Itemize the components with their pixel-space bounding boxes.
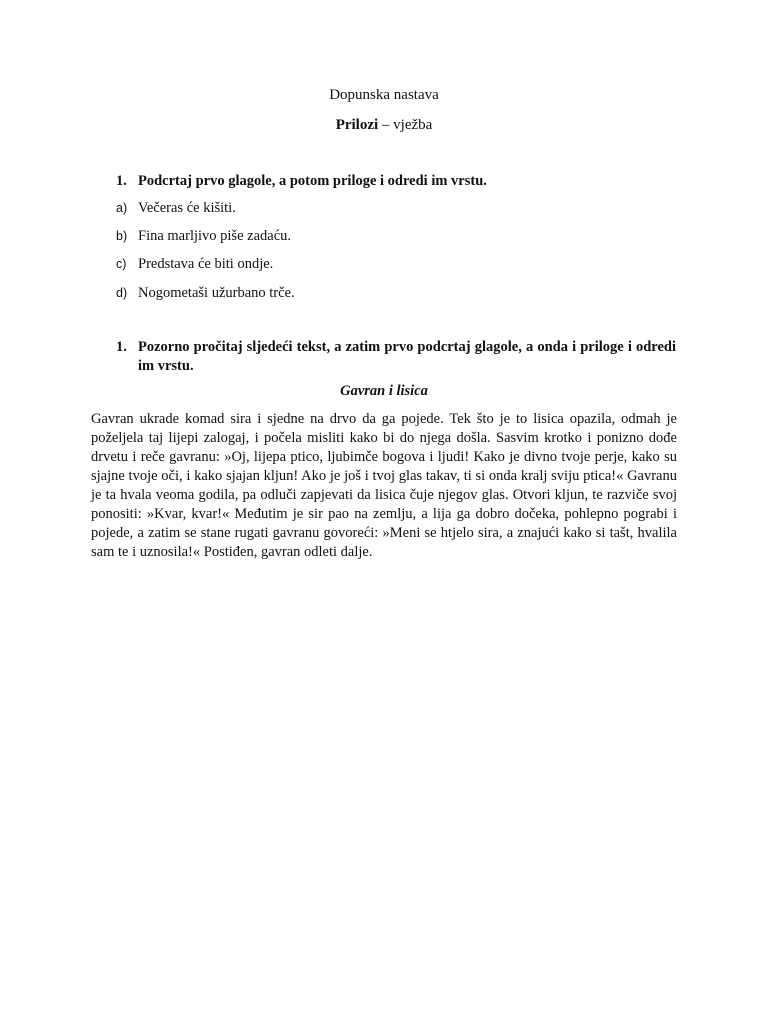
item-sentence: Večeras će kišiti. (138, 200, 236, 216)
item-sentence: Fina marljivo piše zadaću. (138, 228, 292, 244)
item-sentence: Nogometaši užurbano trče. (138, 285, 295, 301)
task-2-instruction: Pozorno pročitaj sljedeći tekst, a zatim prvo podcrtaj glagole, a onda i priloge i odredi im vrstu. (138, 339, 676, 374)
item-letter: a) (116, 201, 128, 215)
item-sentence: Predstava će biti ondje. (138, 256, 274, 272)
document-title: Dopunska nastava (329, 87, 439, 103)
subtitle-topic: Prilozi (335, 117, 379, 133)
story-title: Gavran i lisica (340, 383, 428, 399)
task-1-number: 1. (116, 173, 127, 189)
task-2 (116, 338, 676, 376)
exercise-item-a (116, 199, 236, 218)
exercise-item-c (116, 255, 273, 274)
exercise-item-b (116, 227, 291, 246)
item-letter: d) (116, 286, 128, 300)
task-1 (116, 172, 676, 191)
task-1-instruction: Podcrtaj prvo glagole, a potom priloge i odredi im vrstu. (138, 173, 487, 189)
item-letter: c) (116, 257, 127, 271)
item-letter: b) (116, 229, 128, 243)
story-body: Gavran ukrade komad sira i sjedne na drvo da ga pojede. Tek što je to lisica opazila, odmah je poželjela taj lijepi zalogaj, i počela misliti kako bi do njega došla. Sasvim krotko i ponizno dođe drvetu i reče gavranu: »Oj, lijepa ptico, ljubimče bogova i ljudi! Kako je divno tvoje perje, kako su sjajne tvoje oči, i kako sjajan kljun! Ako je još i tvoj glas takav, ti si onda kralj sviju ptica!« Gavranu je ta hvala veoma godila, pa odluči zapjevati da lisica čuje njegov glas. Otvori kljun, te razviče svoj ponositi: »Kvar, kvar!« Međutim je sir pao na zemlju, a lija ga dobro dočeka, pohlepno pograbi i pojede, a zatim se stane rugati gavranu govoreći: »Meni se htjelo sira, a znajući kako si tašt, hvalila sam te i uznosila!« Postiđen, gavran odleti dalje. (91, 411, 677, 560)
document-subtitle (0, 117, 768, 134)
subtitle-suffix: – vježba (378, 117, 433, 133)
exercise-item-d (116, 284, 295, 303)
task-2-number: 1. (116, 339, 127, 355)
